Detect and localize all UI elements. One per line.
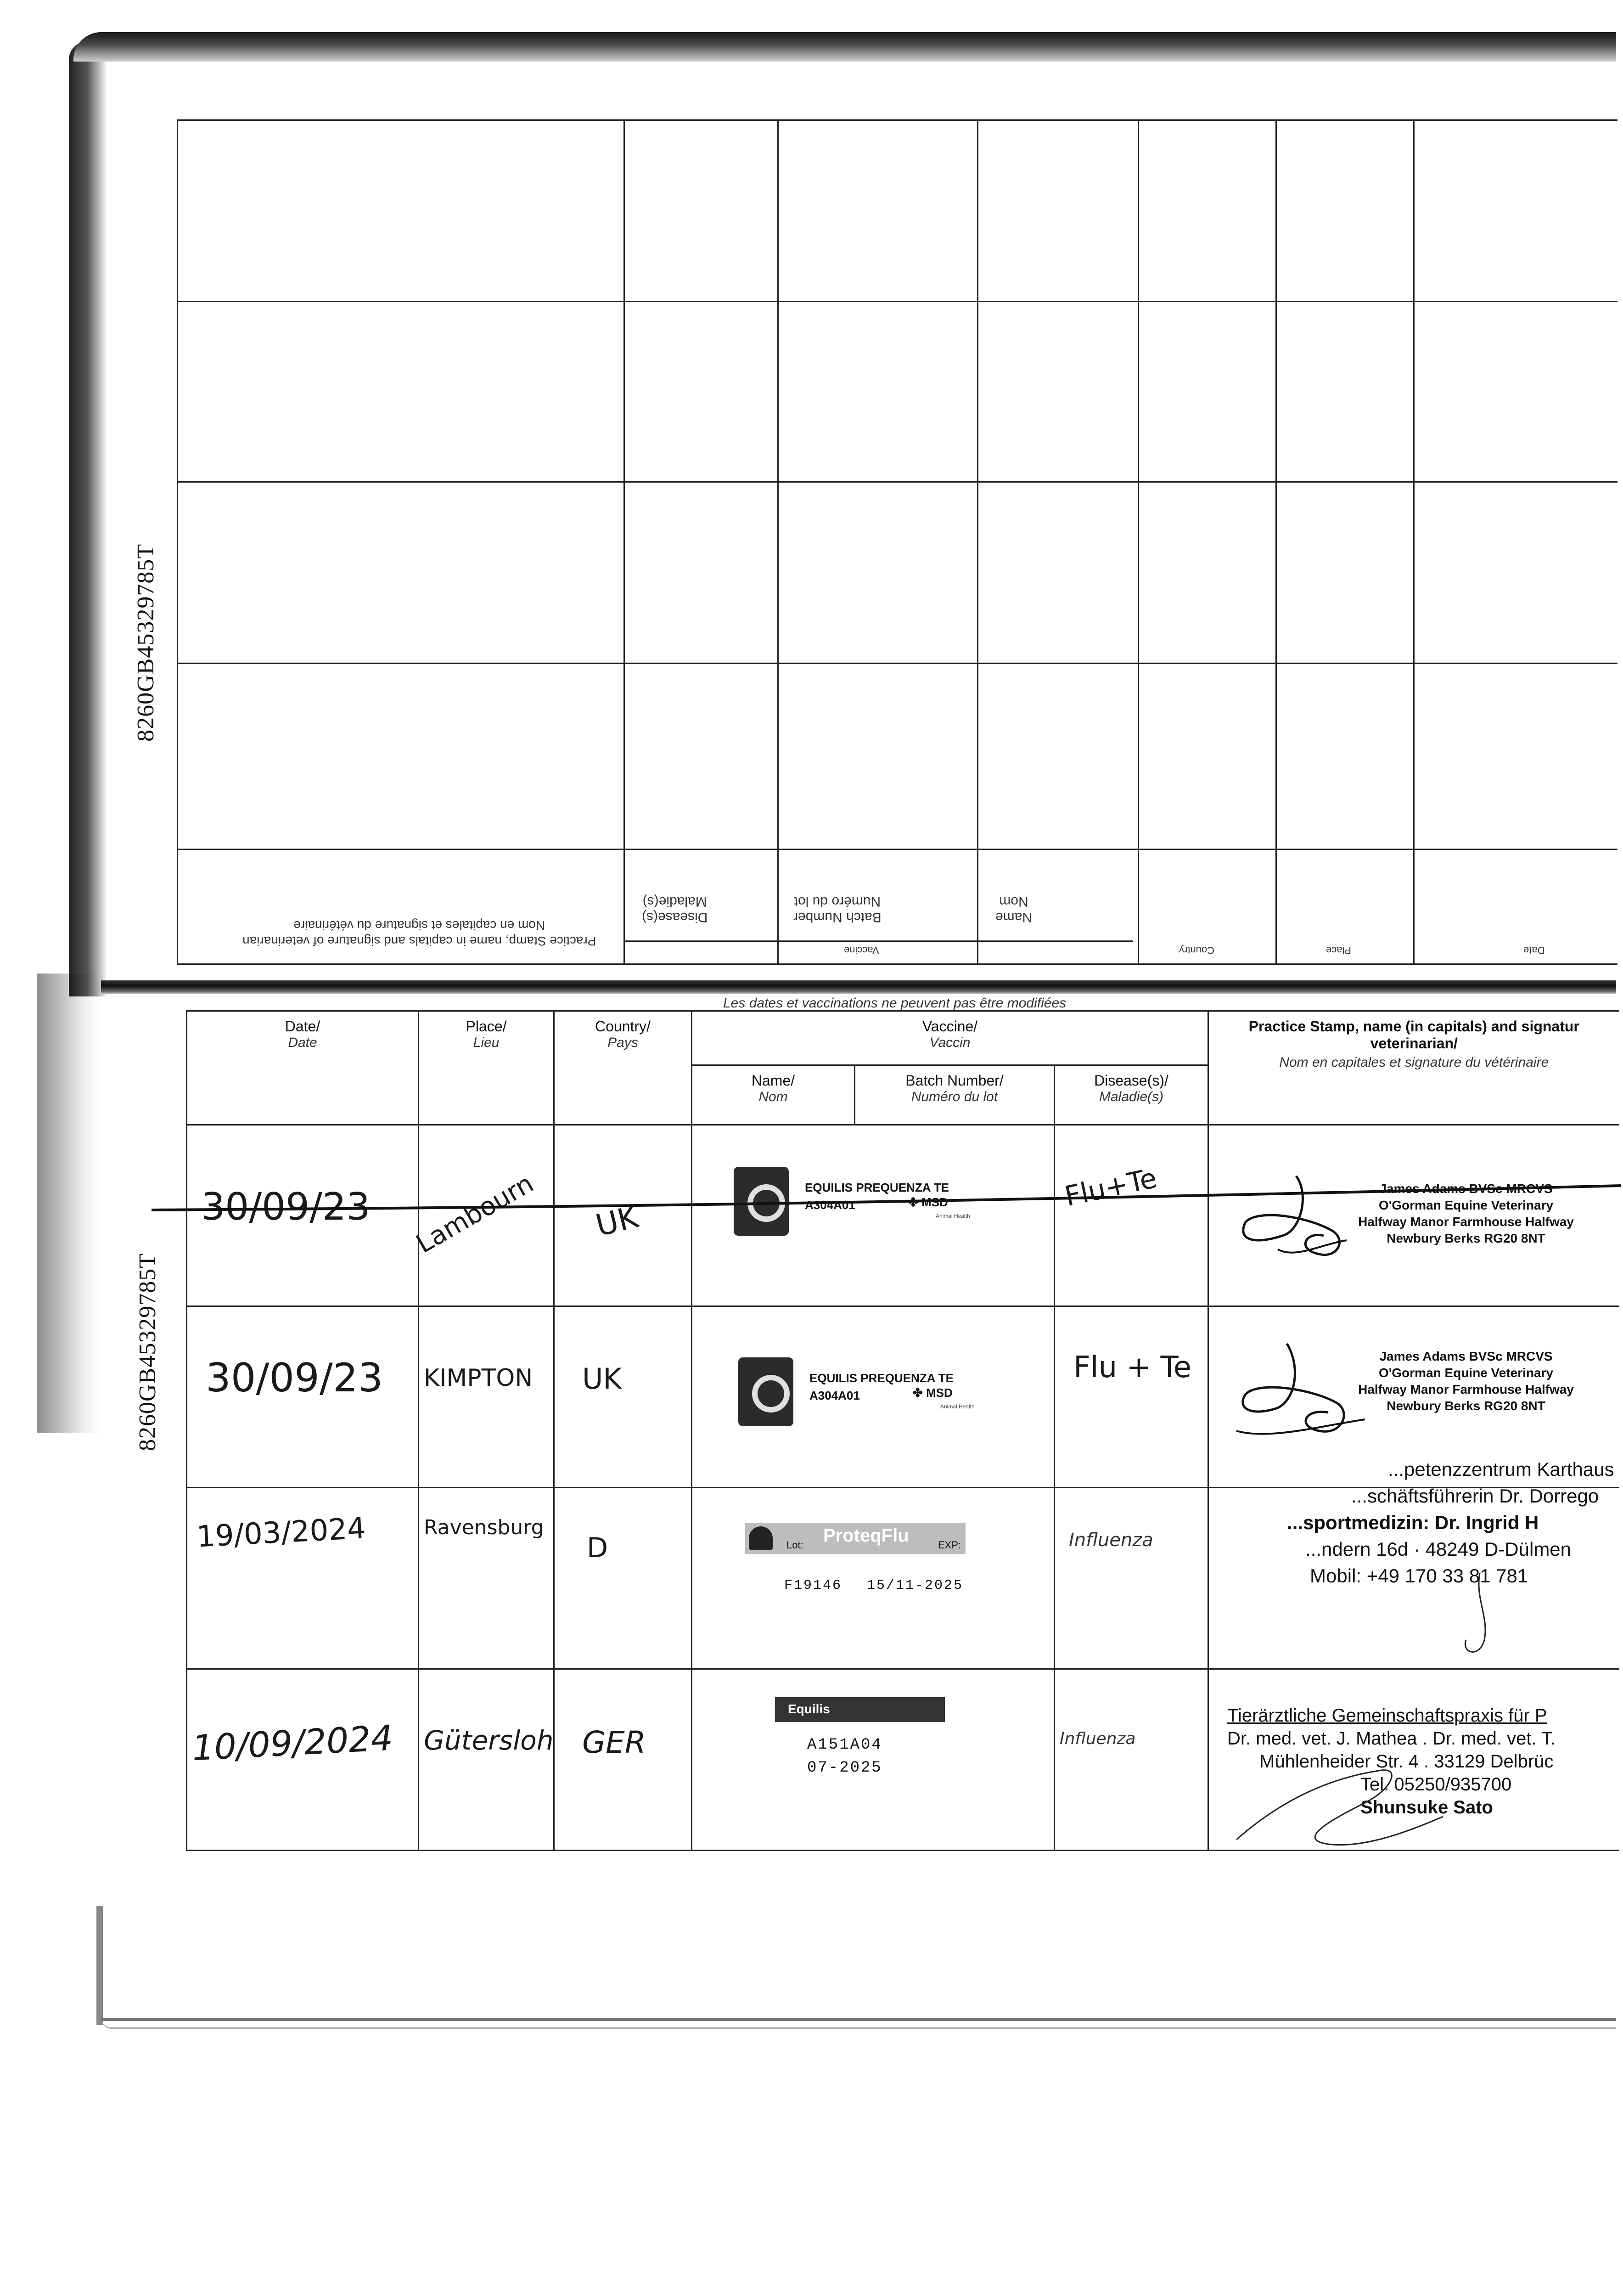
- row4-date-cell: [187, 1669, 419, 1851]
- row2-place: KIMPTON: [424, 1364, 533, 1392]
- upper-header-place: Place: [1326, 945, 1352, 956]
- row3-disease: Influenza: [1069, 1530, 1153, 1551]
- row1-country: UK: [592, 1199, 642, 1244]
- row4-place-cell: [419, 1669, 554, 1851]
- scan-edge-bottom-left: [96, 1906, 103, 2025]
- row2-date-cell: [187, 1306, 419, 1488]
- row1-vaccine-maker-sub: Animal Health: [936, 1213, 970, 1219]
- row4-practice-cell: [1208, 1669, 1619, 1851]
- vaccination-table: [186, 1010, 1619, 1851]
- vaccine-logo-icon: [738, 1357, 793, 1426]
- row4-country: GER: [582, 1725, 646, 1760]
- row4-vaccine-exp: 07-2025: [807, 1759, 882, 1777]
- row1-place: Lambourn: [411, 1168, 539, 1260]
- row3-place: Ravensburg: [424, 1516, 544, 1539]
- serial-number-upper: 8260GB45329785T: [133, 544, 159, 742]
- upper-header-row: [178, 885, 1617, 963]
- header-batch: Batch Number/ Numéro du lot: [855, 1065, 1055, 1125]
- row3-country: D: [587, 1532, 608, 1564]
- row3-country-cell: [554, 1488, 692, 1669]
- row3-practice-cell: [1208, 1458, 1619, 1669]
- row1-vaccine-batch: A304A01: [805, 1198, 855, 1212]
- header-name: Name/ Nom: [692, 1065, 855, 1125]
- scan-edge-left: [69, 41, 106, 996]
- row1-date: 30/09/23: [201, 1185, 371, 1229]
- row2-vaccine-label: [738, 1353, 995, 1435]
- upper-header-vaccine: Vaccine: [844, 945, 879, 956]
- row4-date: 10/09/2024: [191, 1717, 394, 1769]
- row3-vaccine-cell: [692, 1488, 1055, 1669]
- row4-disease-cell: [1055, 1669, 1208, 1851]
- row4-stamp: Tierärztliche Gemeinschaftspraxis für P Dr. med. vet. J. Mathea . Dr. med. vet. T. Mühlenheider Str. 4 . 33129 Delbrüc Tel. 05250/935700 Shunsuke Sato: [1227, 1705, 1556, 1818]
- header-date: Date/ Date: [187, 1011, 419, 1125]
- upper-header-batch: Batch Number Numéro du lot: [793, 894, 882, 925]
- row3-vaccine-label: ProteqFlu Lot: EXP:: [745, 1523, 966, 1554]
- row4-signature: [1227, 1752, 1457, 1853]
- upper-header-disease: Disease(s) Maladie(s): [642, 894, 708, 925]
- row3-signature: [1448, 1571, 1503, 1663]
- header-place: Place/ Lieu: [419, 1011, 554, 1125]
- row1-vaccine-name: EQUILIS PREQUENZA TE: [805, 1181, 949, 1194]
- header-disease: Disease(s)/ Maladie(s): [1055, 1065, 1208, 1125]
- header-practice: Practice Stamp, name (in capitals) and signatur veterinarian/ Nom en capitales et signature du vétérinaire: [1208, 1011, 1619, 1125]
- row1-stamp: James Adams BVSc MRCVS O'Gorman Equine Veterinary Halfway Manor Farmhouse Halfway Newbury Berks RG20 8NT: [1358, 1182, 1574, 1245]
- row3-date-cell: [187, 1488, 419, 1669]
- row3-vaccine-name: ProteqFlu: [823, 1525, 909, 1546]
- upper-header-name: Name Nom: [995, 894, 1033, 925]
- row2-country-cell: [554, 1306, 692, 1488]
- row1-strikethrough: [152, 1176, 1621, 1231]
- scan-shadow: [37, 974, 101, 1433]
- row4-vaccine-batch: A151A04: [807, 1736, 882, 1754]
- row4-disease: Influenza: [1060, 1729, 1136, 1748]
- row3-vaccine-batch: F19146: [784, 1578, 842, 1593]
- row3-place-cell: [419, 1488, 554, 1669]
- row3-disease-cell: [1055, 1488, 1208, 1669]
- serial-number-lower: 8260GB45329785T: [135, 1253, 161, 1451]
- row4-country-cell: [554, 1669, 692, 1851]
- notice-text: Les dates et vaccinations ne peuvent pas être modifiées: [723, 996, 1067, 1011]
- row3-stamp: ...petenzzentrum Karthaus ...schäftsführerin Dr. Dorrego ...sportmedizin: Dr. Ingrid H ...ndern 16d · 48249 D-Dülmen Mobil: +49 170 33 81 781: [1287, 1458, 1614, 1587]
- scan-edge-top: [73, 32, 1616, 62]
- page-fold: [101, 980, 1616, 994]
- upper-header-practice: Practice Stamp, name in capitals and signature of veterinarian Nom en capitales et signature du vétérinaire: [242, 918, 596, 948]
- row1-disease: Flu+Te: [1061, 1162, 1160, 1213]
- row2-vaccine-cell: [692, 1306, 1055, 1488]
- table-row: [187, 1488, 1619, 1669]
- row3-vaccine-exp: 15/11-2025: [867, 1578, 964, 1593]
- row2-vaccine-maker: ✤ MSD: [913, 1386, 953, 1400]
- row1-vaccine-maker: ✤ MSD: [908, 1195, 948, 1209]
- header-country: Country/ Pays: [554, 1011, 692, 1125]
- header-vaccine: Vaccine/ Vaccin: [692, 1011, 1208, 1065]
- row2-vaccine-batch: A304A01: [809, 1389, 860, 1402]
- row4-place: Gütersloh: [424, 1725, 554, 1756]
- row4-vaccine-cell: [692, 1669, 1055, 1851]
- row2-vaccine-name: EQUILIS PREQUENZA TE: [809, 1371, 954, 1385]
- row2-country: UK: [582, 1362, 622, 1396]
- table-row: [187, 1669, 1619, 1851]
- upper-header-country: Country: [1179, 945, 1215, 956]
- scan-edge-bottom: [101, 2018, 1616, 2029]
- proteqflu-logo-icon: [749, 1526, 773, 1550]
- row2-stamp: James Adams BVSc MRCVS O'Gorman Equine Veterinary Halfway Manor Farmhouse Halfway Newbury Berks RG20 8NT: [1358, 1349, 1574, 1413]
- row3-date: 19/03/2024: [196, 1511, 367, 1554]
- row4-vaccine-label: [775, 1697, 945, 1722]
- row2-disease: Flu + Te: [1073, 1351, 1192, 1384]
- upper-page-grid: [177, 119, 1617, 965]
- row2-place-cell: [419, 1306, 554, 1488]
- row2-disease-cell: [1055, 1306, 1208, 1488]
- upper-header-date: Date: [1523, 945, 1545, 956]
- row2-date: 30/09/23: [206, 1355, 383, 1401]
- row4-vaccine-name: Equilis: [788, 1702, 830, 1716]
- row2-vaccine-maker-sub: Animal Health: [940, 1403, 975, 1410]
